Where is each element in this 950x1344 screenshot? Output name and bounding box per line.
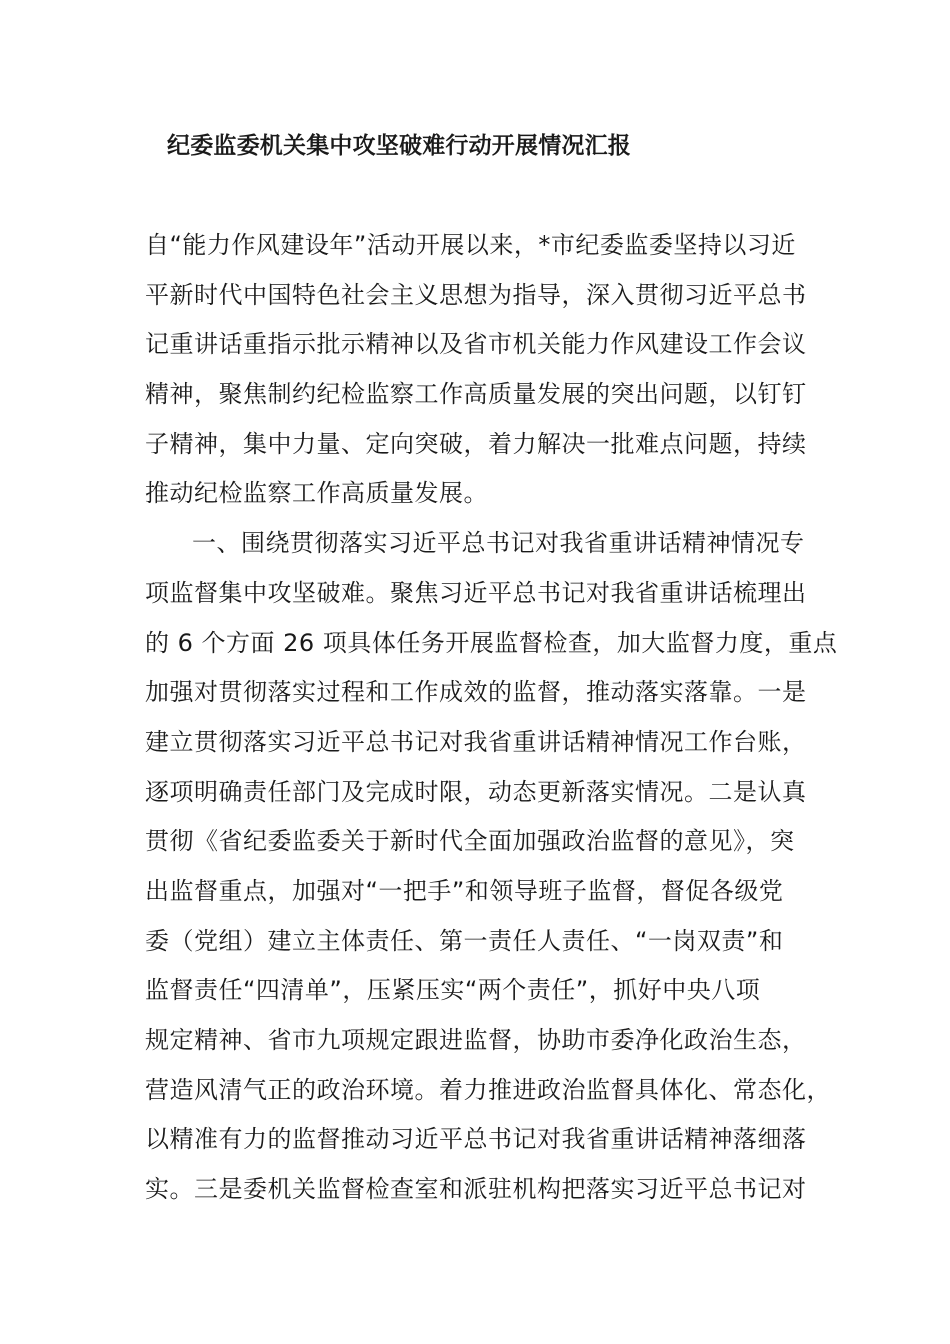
paragraph-line: 实。三是委机关监督检查室和派驻机构把落实习近平总书记对	[145, 1175, 807, 1204]
paragraph-line: 规定精神、省市九项规定跟进监督，协助市委净化政治生态，	[145, 1026, 807, 1054]
paragraph-line: 贯彻《省纪委监委关于新时代全面加强政治监督的意见》，突	[145, 827, 795, 856]
paragraph-line: 委（党组）建立主体责任、第一责任人责任、“一岗双责”和	[145, 926, 784, 955]
paragraph-line-indented: 一、围绕贯彻落实习近平总书记对我省重讲话精神情况专	[192, 529, 805, 558]
document-body	[145, 221, 838, 1215]
paragraph-line: 建立贯彻落实习近平总书记对我省重讲话精神情况工作台账，	[145, 727, 807, 756]
paragraph-line: 出监督重点，加强对“一把手”和领导班子监督，督促各级党	[145, 876, 784, 905]
paragraph-line: 监督责任“四清单”，压紧压实“两个责任”，抓好中央八项	[145, 976, 761, 1005]
paragraph-line: 逐项明确责任部门及完成时限，动态更新落实情况。二是认真	[145, 777, 807, 806]
paragraph-line: 子精神，集中力量、定向突破，着力解决一批难点问题，持续	[145, 429, 807, 458]
paragraph-line: 的 6 个方面 26 项具体任务开展监督检查，加大监督力度，重点	[145, 628, 838, 657]
paragraph-line: 自“能力作风建设年”活动开展以来，*市纪委监委坚持以习近	[145, 231, 796, 259]
paragraph-line: 平新时代中国特色社会主义思想为指导，深入贯彻习近平总书	[145, 280, 807, 309]
paragraph-line: 精神，聚焦制约纪检监察工作高质量发展的突出问题，以钉钉	[145, 380, 807, 409]
paragraph-line: 营造风清气正的政治环境。着力推进政治监督具体化、常态化，	[145, 1075, 831, 1104]
paragraph-line: 以精准有力的监督推动习近平总书记对我省重讲话精神落细落	[145, 1125, 807, 1154]
paragraph-line: 推动纪检监察工作高质量发展。	[145, 479, 488, 508]
paragraph-line: 项监督集中攻坚破难。聚焦习近平总书记对我省重讲话梳理出	[145, 578, 807, 607]
document-title: 纪委监委机关集中攻坚破难行动开展情况汇报	[167, 133, 631, 159]
paragraph-line: 加强对贯彻落实过程和工作成效的监督，推动落实落靠。一是	[145, 678, 807, 707]
paragraph-line: 记重讲话重指示批示精神以及省市机关能力作风建设工作会议	[145, 330, 807, 359]
